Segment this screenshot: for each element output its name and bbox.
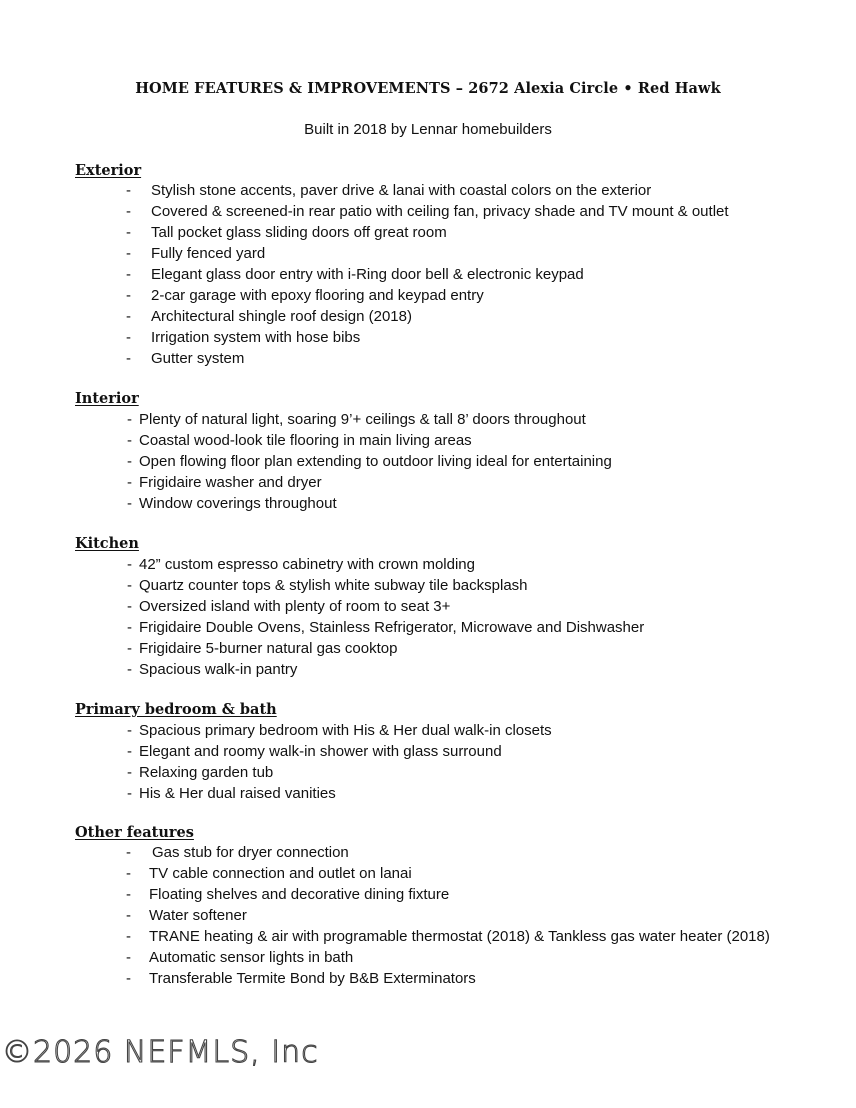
section-heading-exterior: Exterior <box>75 162 142 179</box>
section-heading-primary: Primary bedroom & bath <box>75 701 277 718</box>
section-heading-kitchen: Kitchen <box>75 535 139 552</box>
page-subtitle: Built in 2018 by Lennar homebuilders <box>304 121 552 138</box>
section-heading-other: Other features <box>75 824 194 841</box>
section-heading-interior: Interior <box>75 390 139 407</box>
copyright-watermark: ©2026 NEFMLS, Inc <box>2 1035 319 1070</box>
page-title: HOME FEATURES & IMPROVEMENTS – 2672 Alexia Circle • Red Hawk <box>135 80 721 97</box>
